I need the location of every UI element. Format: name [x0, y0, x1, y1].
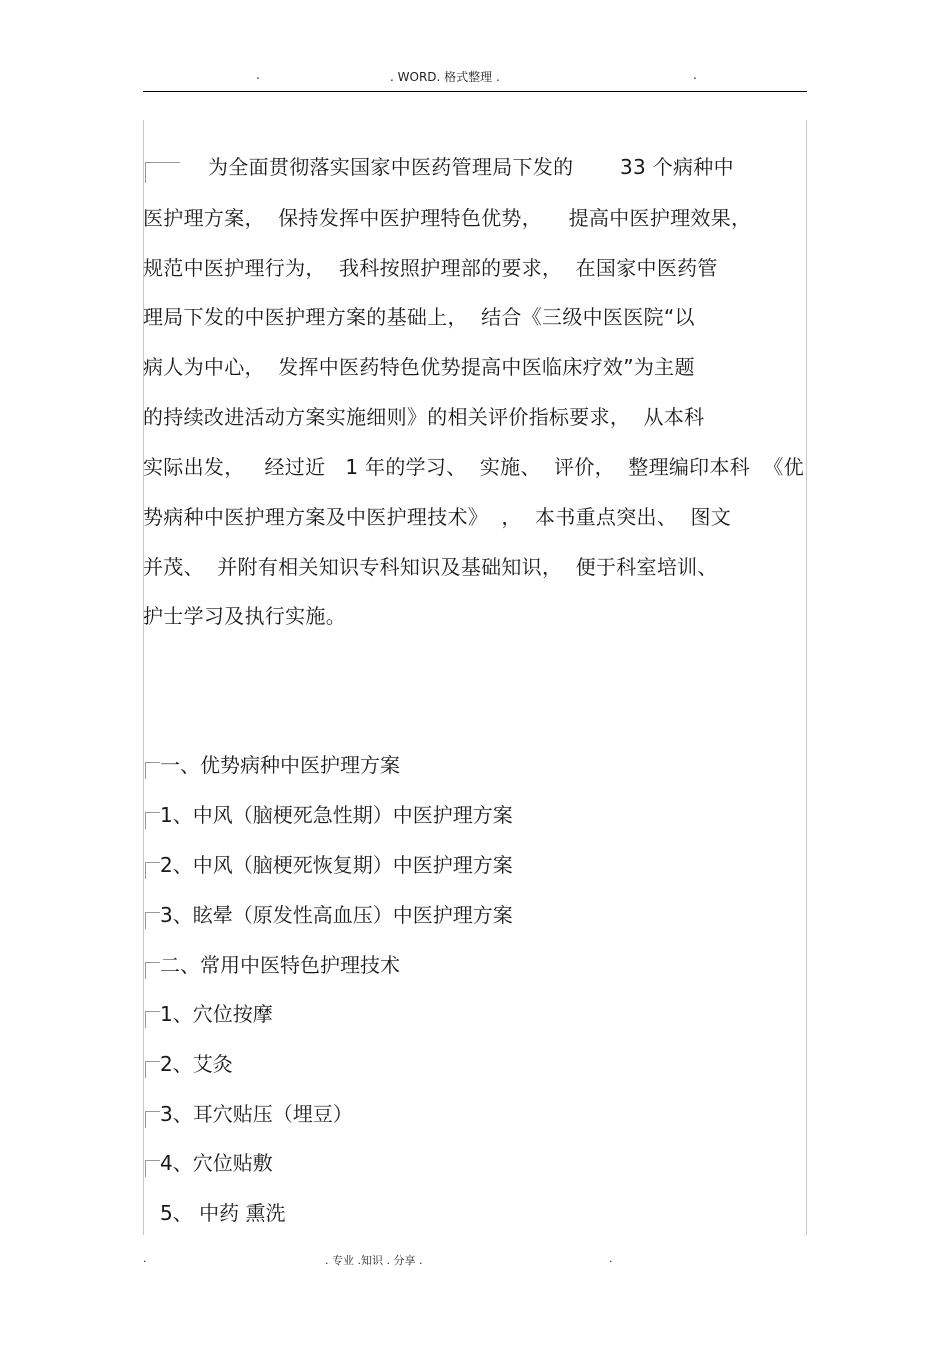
- toc-marker: [145, 1061, 160, 1078]
- paragraph-line-1: 为全面贯彻落实国家中医药管理局下发的 33 个病种中: [208, 155, 734, 179]
- toc-item: 4、穴位贴敷: [160, 1151, 273, 1175]
- toc-item: 2、中风（脑梗死恢复期）中医护理方案: [160, 853, 513, 877]
- toc-item: 3、耳穴贴压（埋豆）: [160, 1102, 353, 1126]
- header-rule: [143, 91, 807, 92]
- toc-marker: [145, 862, 160, 879]
- toc-section-2-title: 二、常用中医特色护理技术: [160, 953, 400, 977]
- toc-marker: [145, 1160, 160, 1177]
- toc-item: 1、穴位按摩: [160, 1002, 273, 1026]
- paragraph-line-2: 医护理方案， 保持发挥中医护理特色优势， 提高中医护理效果，: [143, 206, 752, 230]
- toc-item: 1、中风（脑梗死急性期）中医护理方案: [160, 803, 513, 827]
- toc-item: 3、眩晕（原发性高血压）中医护理方案: [160, 903, 513, 927]
- toc-marker: [145, 962, 160, 979]
- paragraph-line-7: 实际出发， 经过近 1 年的学习、 实施、 评价， 整理编印本科 《优: [143, 455, 804, 479]
- paragraph-line-8: 势病种中医护理方案及中医护理技术》 ， 本书重点突出、 图文: [143, 505, 732, 529]
- footer-text: . 专业 .知识 . 分享 .: [325, 1254, 423, 1267]
- toc-marker: [145, 762, 160, 779]
- footer-right-dot: .: [609, 1252, 613, 1265]
- paragraph-line-4: 理局下发的中医护理方案的基础上， 结合《三级中医医院“以: [143, 305, 695, 329]
- right-margin-line: [806, 120, 807, 1235]
- paragraph-line-3: 规范中医护理行为， 我科按照护理部的要求， 在国家中医药管: [143, 256, 718, 280]
- toc-marker: [145, 812, 160, 829]
- footer-left-dot: .: [143, 1252, 147, 1265]
- header-title: . WORD. 格式整理 .: [390, 70, 500, 84]
- paragraph-indent-marker: [145, 162, 180, 183]
- toc-marker: [145, 912, 160, 929]
- paragraph-line-10: 护士学习及执行实施。: [143, 604, 346, 628]
- paragraph-line-9: 并茂、 并附有相关知识专科知识及基础知识， 便于科室培训、: [143, 555, 718, 579]
- header-left-dot: .: [256, 68, 260, 82]
- header-right-dot: .: [693, 68, 697, 82]
- toc-marker: [145, 1111, 160, 1128]
- toc-item: 2、艾灸: [160, 1052, 233, 1076]
- paragraph-line-6: 的持续改进活动方案实施细则》的相关评价指标要求， 从本科: [143, 405, 705, 429]
- toc-marker: [145, 1011, 160, 1028]
- toc-item: 5、 中药 熏洗: [160, 1201, 286, 1225]
- left-margin-line: [143, 120, 144, 1235]
- toc-section-1-title: 一、优势病种中医护理方案: [160, 753, 400, 777]
- paragraph-line-5: 病人为中心， 发挥中医药特色优势提高中医临床疗效”为主题: [143, 355, 695, 379]
